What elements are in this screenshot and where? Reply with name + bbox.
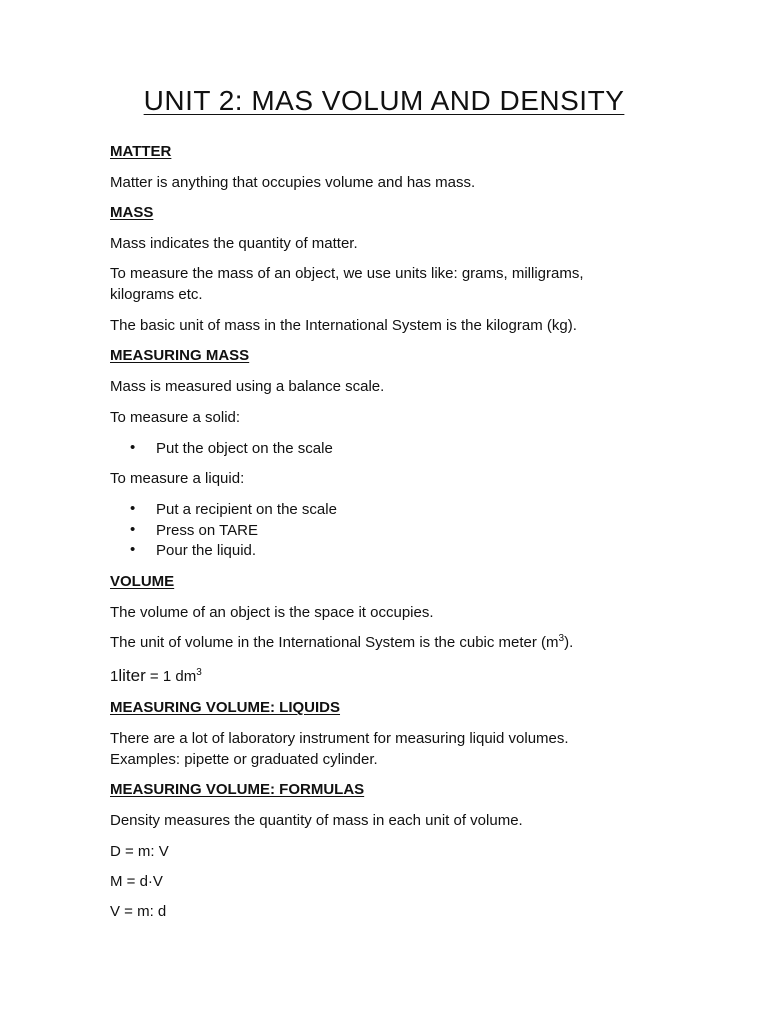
solid-step: Put the object on the scale: [156, 440, 333, 457]
heading-measuring-volume-liquids: MEASURING VOLUME: LIQUIDS: [110, 699, 341, 716]
density-definition: Density measures the quantity of mass in each unit of volume.: [110, 812, 523, 829]
bullet-icon: •: [130, 439, 136, 456]
bullet-icon: •: [130, 541, 136, 558]
volume-unit-superscript: 3: [558, 633, 565, 644]
liter-number: 1: [110, 668, 119, 685]
page-title: UNIT 2: MAS VOLUM AND DENSITY: [143, 85, 625, 116]
heading-measuring-mass: MEASURING MASS: [110, 347, 250, 364]
volume-unit-suffix: ).: [564, 634, 574, 651]
bullet-icon: •: [130, 500, 136, 517]
liter-equals: = 1 dm: [145, 668, 197, 685]
liter-superscript: 3: [196, 667, 202, 678]
heading-mass: MASS: [110, 204, 154, 221]
volume-paragraph-1: The volume of an object is the space it occupies.: [110, 604, 434, 621]
liter-equation: [110, 666, 202, 687]
liquid-intro: To measure a liquid:: [110, 470, 245, 487]
liter-word: liter: [118, 666, 146, 685]
formula-volume: V = m: d: [110, 903, 167, 920]
measuring-mass-paragraph: Mass is measured using a balance scale.: [110, 378, 385, 395]
liquids-line-2: Examples: pipette or graduated cylinder.: [110, 751, 378, 768]
volume-unit-text: The unit of volume in the International System is the cubic meter (m: [110, 634, 559, 651]
mass-paragraph-1: Mass indicates the quantity of matter.: [110, 235, 358, 252]
heading-matter: MATTER: [110, 143, 172, 160]
bullet-icon: •: [130, 521, 136, 538]
mass-paragraph-2-line-2: kilograms etc.: [110, 286, 203, 303]
solid-intro: To measure a solid:: [110, 409, 241, 426]
volume-paragraph-2: [110, 633, 573, 653]
mass-paragraph-2-line-1: To measure the mass of an object, we use units like: grams, milligrams,: [110, 265, 584, 282]
heading-measuring-volume-formulas: MEASURING VOLUME: FORMULAS: [110, 781, 365, 798]
liquids-line-1: There are a lot of laboratory instrument for measuring liquid volumes.: [110, 730, 569, 747]
liquid-step: Pour the liquid.: [156, 542, 257, 559]
mass-paragraph-3: The basic unit of mass in the International System is the kilogram (kg).: [110, 317, 577, 334]
liquid-step: Press on TARE: [156, 522, 258, 539]
liquid-step: Put a recipient on the scale: [156, 501, 337, 518]
formula-mass: M = d·V: [110, 873, 163, 890]
matter-definition: Matter is anything that occupies volume and has mass.: [110, 174, 476, 191]
heading-volume: VOLUME: [110, 573, 175, 590]
formula-density: D = m: V: [110, 843, 169, 860]
